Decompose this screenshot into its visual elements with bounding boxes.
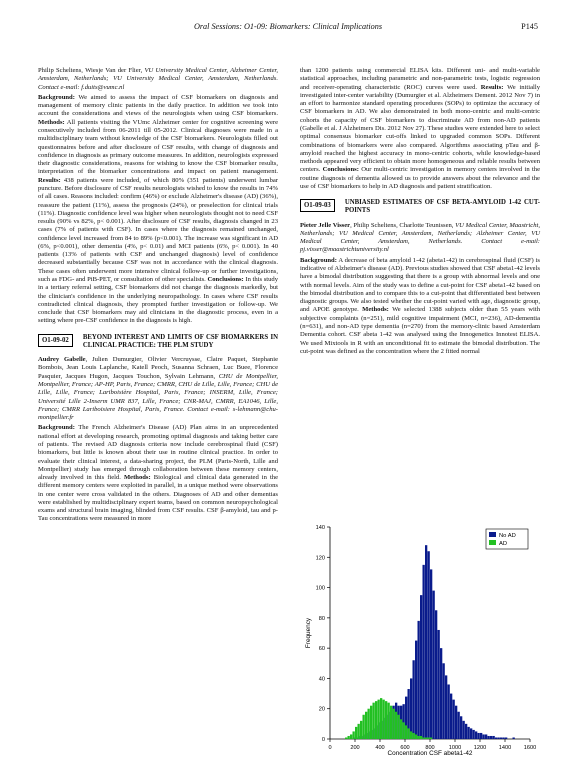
running-title: Oral Sessions: O1-09: Biomarkers: Clinical Implications [193, 22, 383, 31]
y-tick-label: 20 [318, 706, 325, 713]
intro-author-rest: , Wiesje Van der Flier [81, 67, 141, 74]
bar-ad [418, 736, 420, 739]
bar-no-ad [410, 678, 412, 739]
abs2-results-label: Results: [480, 83, 504, 91]
bar-ad [413, 733, 415, 739]
bar-no-ad [433, 591, 435, 739]
bar-ad [390, 706, 392, 739]
bar-no-ad [435, 610, 437, 739]
bar-no-ad [503, 737, 505, 739]
bar-no-ad [455, 706, 457, 739]
bar-ad [348, 736, 350, 739]
sec2-author-rest: , Julien Dumurgier, Olivier Vercruysse, Claire Paquet, Stephanie Bombois, Jean Louis Laplanche, Katell Peoch, Susanna Schraen, Luc Buee, Florence Pasquier, Jacques Hugon, Jacques Touchon, Sylvain Lehmann, [38, 356, 278, 380]
bar-no-ad [413, 660, 415, 739]
y-axis-label: Frequency [305, 617, 312, 649]
sec3-affiliation: VU Medical Center, Maastricht, Netherlands; VU Medical Center, Amsterdam, Netherlands; Alzheimer Center, VU Medical Center, Amsterdam, Netherlands. Contact e-mail: pj.visser@maastrichtuniversity.nl [300, 221, 540, 254]
bar-ad [363, 715, 365, 739]
abs2-background: The French Alzheimer's Disease (AD) Plan aims in an unprecedented national effort at developing research, promoting optimal diagnosis and taking better care of patients. The revised AD diagnosis criteria now include cerebrospinal fluid (CSF) biomarkers, but little is known about their use in routine clinical practice. In order to evaluate their clinical interest, a data-sharing project, the PLM (Paris-North, Lille and Montpellier) study has emerged through collaboration between these memory centers, already involved in this field. [38, 424, 278, 482]
abs2-conclusions: Our multi-centric investigation in memory centers involved in the routine diagnosis of dementia allowed us to provide answers about the relevance and the use of CSF biomarkers to help in AD diagnosis and patient stratification. [300, 166, 540, 190]
bar-ad [388, 703, 390, 739]
bar-no-ad [465, 724, 467, 739]
bar-ad [408, 728, 410, 739]
bar-ad [410, 731, 412, 739]
abstract2-continued [300, 67, 540, 191]
section-title: UNBIASED ESTIMATES OF CSF BETA-AMYLOID 1-42 CUT-POINTS [344, 199, 540, 215]
abs3-methods-label: Methods: [362, 306, 389, 314]
bar-no-ad [438, 630, 440, 739]
abs2-results: We initially investigated inter-center variability (Dumurgier et al. Alzheimers Dement. 2012 Nov 7) in an effort to harmonize standard operating procedures (SOPs) to optimize the accuracy of CSF biomarkers in AD. We also demonstrated in both mono-centric and multi-centric cohorts the capacity of CSF biomarkers to discriminate AD from non-AD patients (Gabelle et al. J Alzheimers Dis. 2012 Nov 27). These studies were extended here to select optimal consensus biomarker cut-offs linked to upgraded common SOPs. Different combinations of biomarkers were also compared. Algorithms associating pTau and β-amyloid reached the highest accuracy in mono-centric cohorts, while knowledge-based methods appeared very efficient to obtain more homogeneous and reliable results between centers. [300, 83, 540, 174]
abs1-results-label: Results: [38, 176, 61, 184]
intro-authors: Philip Scheltens, Wiesje Van der Flier, VU University Medical Center, Alzheimer Center, Amsterdam, Netherlands; VU University Medical Center, Amsterdam, Netherlands. Contact e-mail: f.duits@vumc.nl [38, 67, 279, 91]
sec3-author-rest: , Philip Scheltens, Charlotte Teunissen, [350, 221, 456, 229]
abs1-methods-label: Methods: [38, 118, 65, 126]
bar-ad [423, 737, 425, 739]
abstract3-body [300, 257, 540, 356]
sec2-affiliation: CHU de Montpellier, Montpellier, France; AP-HP, Paris, France; CMRR, CHU de Lille, Lille, France; CHU de Lille, Lille, France; Lariboisière Hospital, Paris, France; INSERM, Lille, France; Université Lille 2-Inserm UMR 837, Lille, France; CNR-MAJ, CMRR, EA1046, Lille, France; CMRR Lariboisiere Hospital, Paris, France. Contact e-mail: s-lehmann@chu-montpellier.fr [38, 372, 278, 422]
bar-ad [380, 698, 382, 739]
bar-no-ad [423, 565, 425, 739]
bar-no-ad [480, 733, 482, 739]
bar-no-ad [418, 621, 420, 739]
abs1-conclusions-label: Conclusions: [207, 276, 244, 284]
sec3-author-first: Pieter Jelle Visser [300, 221, 351, 229]
intro-author-first: Philip Scheltens [38, 67, 82, 74]
x-tick-label: 1600 [523, 745, 537, 751]
bar-no-ad [478, 733, 480, 739]
intro-affiliation: VU University Medical Center, Alzheimer Center, Amsterdam, Netherlands; [38, 67, 278, 83]
bar-ad [415, 734, 417, 739]
abs2-methods-label: Methods: [123, 474, 151, 482]
bar-ad [398, 715, 400, 739]
bar-no-ad [505, 737, 507, 739]
legend-swatch [489, 532, 496, 537]
abs1-results: 438 patients were included, of which 80% (351 patients) underwent lumbar puncture. Before disclosure of CSF results neurologists wished to know the results in 74% of all cases. Reasons included: confirm (46%) or exclude Alzheimer's disease (AD) (36%), reassure the patient (11%), assess the prognosis (24%), or preselection for clinical trials (11%). Diagnostic confidence level was higher when neurologists thought not to need CSF results (90% vs 82%, p< 0.001). After disclosure of CSF results, diagnosis changed in 23 cases (7% of patients with CSF). In cases where the diagnosis remained unchanged, confidence level increased from 84 to 89% (p<0.001). The increase was significant in AD (6%, p<0.001), other dementia (4%, p< 0.01) and MCI patients (6%, p< 0.001). In 40 patients (13% of patients with CSF and unchanged diagnosis) level of confidence decreased substantially because CSF was not in accordance with the clinical diagnosis. These cases often underwent more intensive clinical follow-up or further investigations, such as FDG- and PiB-PET, or consultation of other specialists. [38, 176, 278, 284]
bar-ad [403, 722, 405, 739]
abstract1-body [38, 94, 278, 326]
x-tick-label: 200 [350, 745, 360, 751]
x-tick-label: 600 [400, 745, 410, 751]
y-tick-label: 140 [315, 525, 325, 531]
bar-no-ad [463, 721, 465, 739]
x-tick-label: 400 [375, 745, 385, 751]
legend-label: No AD [499, 533, 516, 539]
abs2-conclusions-label: Conclusions: [322, 166, 359, 174]
bar-no-ad [448, 684, 450, 739]
abs3-background: A decrease of beta amyloid 1-42 (abeta1-42) in cerebrospinal fluid (CSF) is indicative of Alzheimer's disease (AD). Previous studies showed that CSF abeta1-42 levels have a bimodal distribution suggesting that there is a group with abnormal levels and one with normal levels. Aim of the study was to define a cut-point for CSF abeta1-42 based on the bimodal distribution and to compare this to a cut-point that differentiated best between diagnostic groups. We also tested whether the cut-point varied with age, diagnostic group, and APOE genotype. [300, 256, 540, 314]
bar-no-ad [490, 736, 492, 739]
histogram-chart [302, 517, 540, 759]
page-number: P145 [521, 22, 538, 31]
sec3-authors [300, 222, 540, 255]
bar-ad [430, 737, 432, 739]
y-tick-label: 40 [318, 676, 325, 683]
sec2-author-first: Audrey Gabelle [38, 356, 86, 364]
bar-no-ad [470, 728, 472, 739]
bar-ad [395, 712, 397, 739]
bar-ad [378, 700, 380, 739]
bar-no-ad [513, 737, 515, 739]
bar-ad [355, 727, 357, 739]
bar-no-ad [415, 641, 417, 739]
bar-no-ad [495, 737, 497, 739]
bar-no-ad [443, 663, 445, 739]
abs1-conclusions: In this study in a tertiary referral setting, CSF biomarkers did not change the diagnosis markedly, but the clinician's confidence in the underlying neuropathology. In cases where CSF results contradicted clinical diagnosis, they prompted further investigation or follow-up. We conclude that CSF biomarkers may aid clinicians in the diagnostic process, even in a setting where pre-CSF confidence in the diagnosis is high. [38, 276, 279, 325]
sec2-authors [38, 356, 278, 422]
bar-ad [368, 709, 370, 739]
bar-no-ad [500, 737, 502, 739]
x-tick-label: 800 [425, 745, 435, 751]
section-heading-o1-09-02 [38, 334, 278, 350]
bar-no-ad [475, 731, 477, 739]
abs1-background: We aimed to assess the impact of CSF biomarkers on diagnosis and management of memory clinic patients in the daily practice. In addition we took into account the considerations and views of the neurologists when using CSF biomarkers. [38, 93, 278, 118]
section-heading-o1-09-03 [300, 199, 540, 215]
bar-no-ad [428, 551, 430, 739]
bar-ad [373, 703, 375, 739]
bar-ad [405, 725, 407, 739]
bar-no-ad [498, 737, 500, 739]
bar-ad [393, 709, 395, 739]
bar-no-ad [445, 675, 447, 739]
bar-ad [385, 701, 387, 739]
bar-no-ad [473, 730, 475, 739]
intro-affiliation-2: VU University Medical Center, Amsterdam, Netherlands. Contact e-mail: f.duits@vumc.nl [38, 75, 279, 91]
x-axis-label: Concentration CSF abeta1-42 [387, 750, 473, 757]
bar-no-ad [460, 716, 462, 739]
running-header [38, 22, 538, 36]
abs1-background-label: Background: [38, 93, 75, 101]
legend-label: AD [499, 541, 508, 547]
left-column [38, 67, 278, 524]
bar-ad [375, 701, 377, 739]
bar-no-ad [488, 736, 490, 739]
bar-ad [420, 736, 422, 739]
bar-ad [345, 737, 347, 739]
bar-ad [425, 737, 427, 739]
legend-swatch [489, 540, 496, 545]
bar-ad [365, 712, 367, 739]
bar-no-ad [468, 727, 470, 739]
section-id: O1-09-03 [300, 199, 335, 212]
x-tick-label: 1200 [473, 745, 487, 751]
bar-ad [428, 737, 430, 739]
bar-ad [383, 700, 385, 739]
bar-no-ad [485, 734, 487, 739]
y-tick-label: 0 [321, 737, 325, 743]
abs2-background-label: Background: [38, 424, 75, 432]
abstract2-body [38, 424, 278, 523]
abs2-methods: Biological and clinical data generated in the different memory centers were exploited in parallel, in a unique method were observations in one center were cross validated in the others. Diagnoses of AD and other dementias were established by multidisciplinary expert teams, based on common neuropsychological exams and structural brain imaging, blinded from CSF results. CSF β-amyloid, tau and p-Tau concentrations were measured in more [38, 474, 278, 523]
x-tick-label: 1400 [498, 745, 512, 751]
section-title: BEYOND INTEREST AND LIMITS OF CSF BIOMARKERS IN CLINICAL PRACTICE: THE PLM STUDY [82, 333, 278, 349]
right-column [300, 67, 540, 356]
x-tick-label: 0 [328, 745, 332, 751]
y-tick-label: 100 [315, 585, 325, 592]
bar-no-ad [430, 569, 432, 739]
bar-ad [360, 721, 362, 739]
bar-no-ad [453, 700, 455, 739]
section-id: O1-09-02 [38, 334, 73, 347]
bar-ad [358, 724, 360, 739]
y-tick-label: 120 [315, 555, 325, 562]
bar-ad [370, 706, 372, 739]
x-tick-label: 1000 [448, 745, 462, 751]
bar-no-ad [483, 734, 485, 739]
y-tick-label: 80 [318, 615, 325, 622]
abs2-cont: than 1200 patients using commercial ELISA kits. Different uni- and multi-variable statistical approaches, including parametric and non-parametric tests, logistic regression and receiver-operating characteristic (ROC) curves were used. [300, 67, 540, 91]
histogram-figure [302, 517, 540, 759]
abs3-methods: We selected 1388 subjects older than 55 years with subjective complaints (n=251), mild cognitive impairment (MCI, n=236), AD-dementia (n=631), and non-AD type dementia (n=270) from the memory-clinic based Amsterdam Dementia cohort. CSF abeta 1-42 was analysed using the Innogenetics Innotest ELISA. We used Mixtools in R with an unconditional fit to estimate the bimodal distribution. The cut-point was defined as the concentration where the 2 fitted normal [300, 306, 540, 355]
bar-no-ad [440, 648, 442, 739]
bar-no-ad [450, 694, 452, 739]
bar-no-ad [425, 545, 427, 739]
y-tick-label: 60 [318, 646, 325, 653]
bar-no-ad [420, 595, 422, 739]
bar-no-ad [493, 736, 495, 739]
bar-ad [350, 734, 352, 739]
abs3-background-label: Background: [300, 256, 337, 264]
abs1-methods: All patients visiting the VUmc Alzheimer center for cognitive screening were consecutively included from 06-2011 till 05-2012. Clinical diagnoses were made in a multidisciplinary team without knowledge of the CSF biomarkers. Neurologists filled out questionnaires before and after disclosure of CSF results, with change of diagnosis and confidence in diagnosis as primary outcome measures. In addition, neurologists expressed their diagnostic considerations, reasons for wishing to know the CSF biomarker results, interpretation of the biomarker concentrations and impact on patient management. [38, 118, 278, 176]
bar-ad [400, 719, 402, 739]
bar-no-ad [458, 712, 460, 739]
bar-ad [353, 731, 355, 739]
